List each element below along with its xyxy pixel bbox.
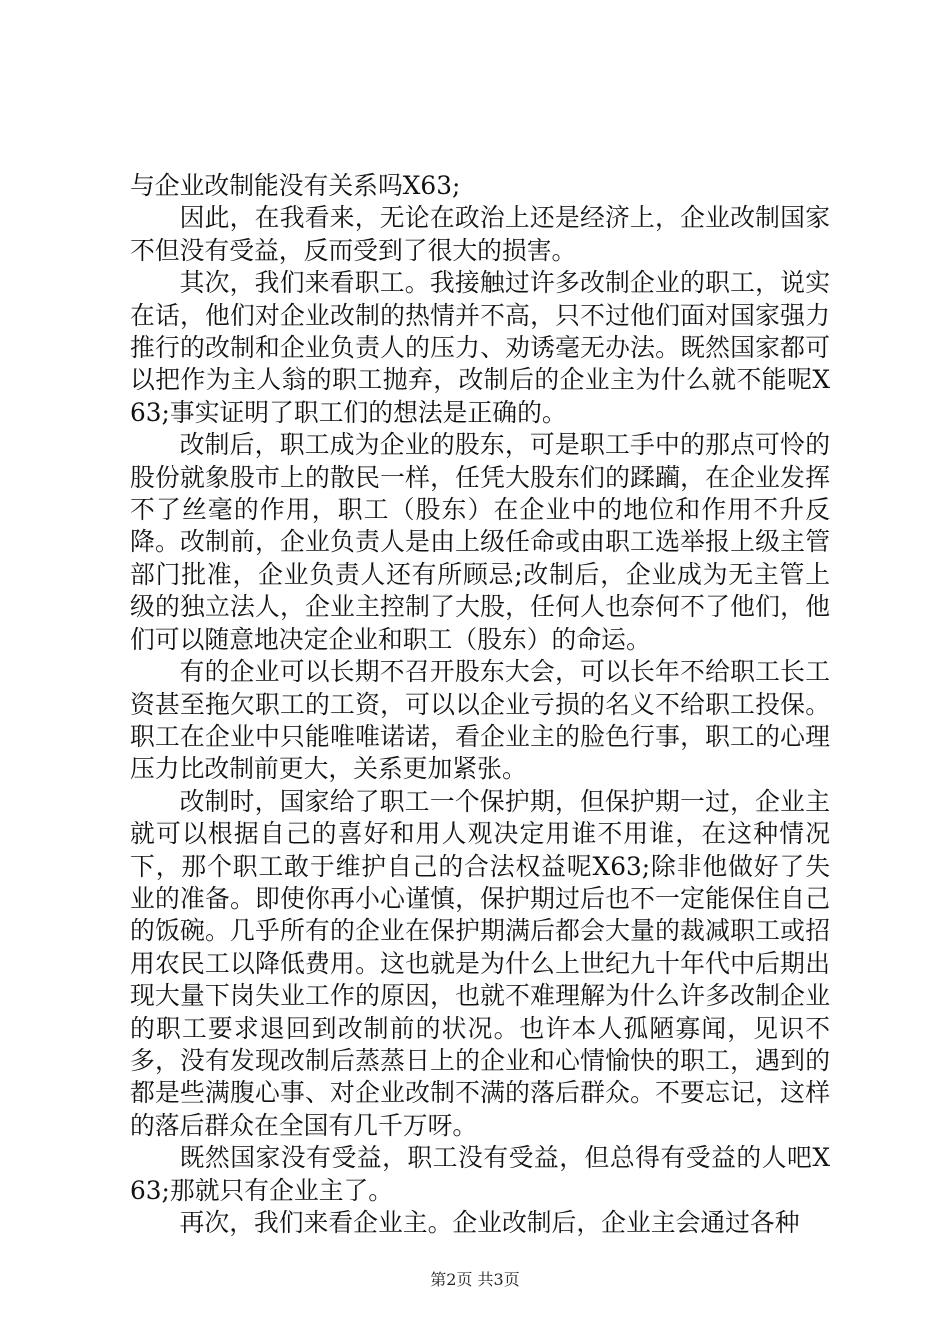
paragraph: 改制时，国家给了职工一个保护期，但保护期一过，企业主就可以根据自己的喜好和用人观决定用谁不用谁，在这种情况下，那个职工敢于维护自己的合法权益呢X63;除非他做好了失业的准备。即使你再小心谨慎，保护期过后也不一定能保住自己的饭碗。几乎所有的企业在保护期满后都会大量的裁减职工或招用农民工以降低费用。这也就是为什么上世纪九十年代中后期出现大量下岗失业工作的原因，也就不难理解为什么许多改制企业的职工要求退回到改制前的状况。也许本人孤陋寡闻，见识不多，没有发现改制后蒸蒸日上的企业和心情愉快的职工，遇到的都是些满腹心事、对企业改制不满的落后群众。不要忘记，这样的落后群众在全国有几千万呀。: [130, 786, 830, 1140]
paragraph-continuation: 与企业改制能没有关系吗X63;: [130, 171, 461, 200]
page-footer: 第2页 共3页: [430, 1270, 520, 1289]
document-body: [130, 170, 830, 1239]
paragraph: 其次，我们来看职工。我接触过许多改制企业的职工，说实在话，他们对企业改制的热情并不高，只不过他们面对国家强力推行的改制和企业负责人的压力、劝诱毫无办法。既然国家都可以把作为主人翁的职工抛弃，改制后的企业主为什么就不能呢X63;事实证明了职工们的想法是正确的。: [130, 268, 830, 427]
paragraph: 因此，在我看来，无论在政治上还是经济上，企业改制国家不但没有受益，反而受到了很大的损害。: [130, 203, 830, 265]
paragraph: 改制后，职工成为企业的股东，可是职工手中的那点可怜的股份就象股市上的散民一样，任凭大股东们的蹂躏，在企业发挥不了丝毫的作用，职工（股东）在企业中的地位和作用不升反降。改制前，企业负责人是由上级任命或由职工选举报上级主管部门批准，企业负责人还有所顾忌;改制后，企业成为无主管上级的独立法人，企业主控制了大股，任何人也奈何不了他们，他们可以随意地决定企业和职工（股东）的命运。: [130, 430, 830, 654]
paragraph: 再次，我们来看企业主。企业改制后，企业主会通过各种: [179, 1208, 800, 1237]
paragraph: 有的企业可以长期不召开股东大会，可以长年不给职工长工资甚至拖欠职工的工资，可以以企业亏损的名义不给职工投保。职工在企业中只能唯唯诺诺，看企业主的脸色行事，职工的心理压力比改制前更大，关系更加紧张。: [130, 657, 830, 784]
paragraph: 既然国家没有受益，职工没有受益，但总得有受益的人吧X63;那就只有企业主了。: [130, 1143, 830, 1205]
